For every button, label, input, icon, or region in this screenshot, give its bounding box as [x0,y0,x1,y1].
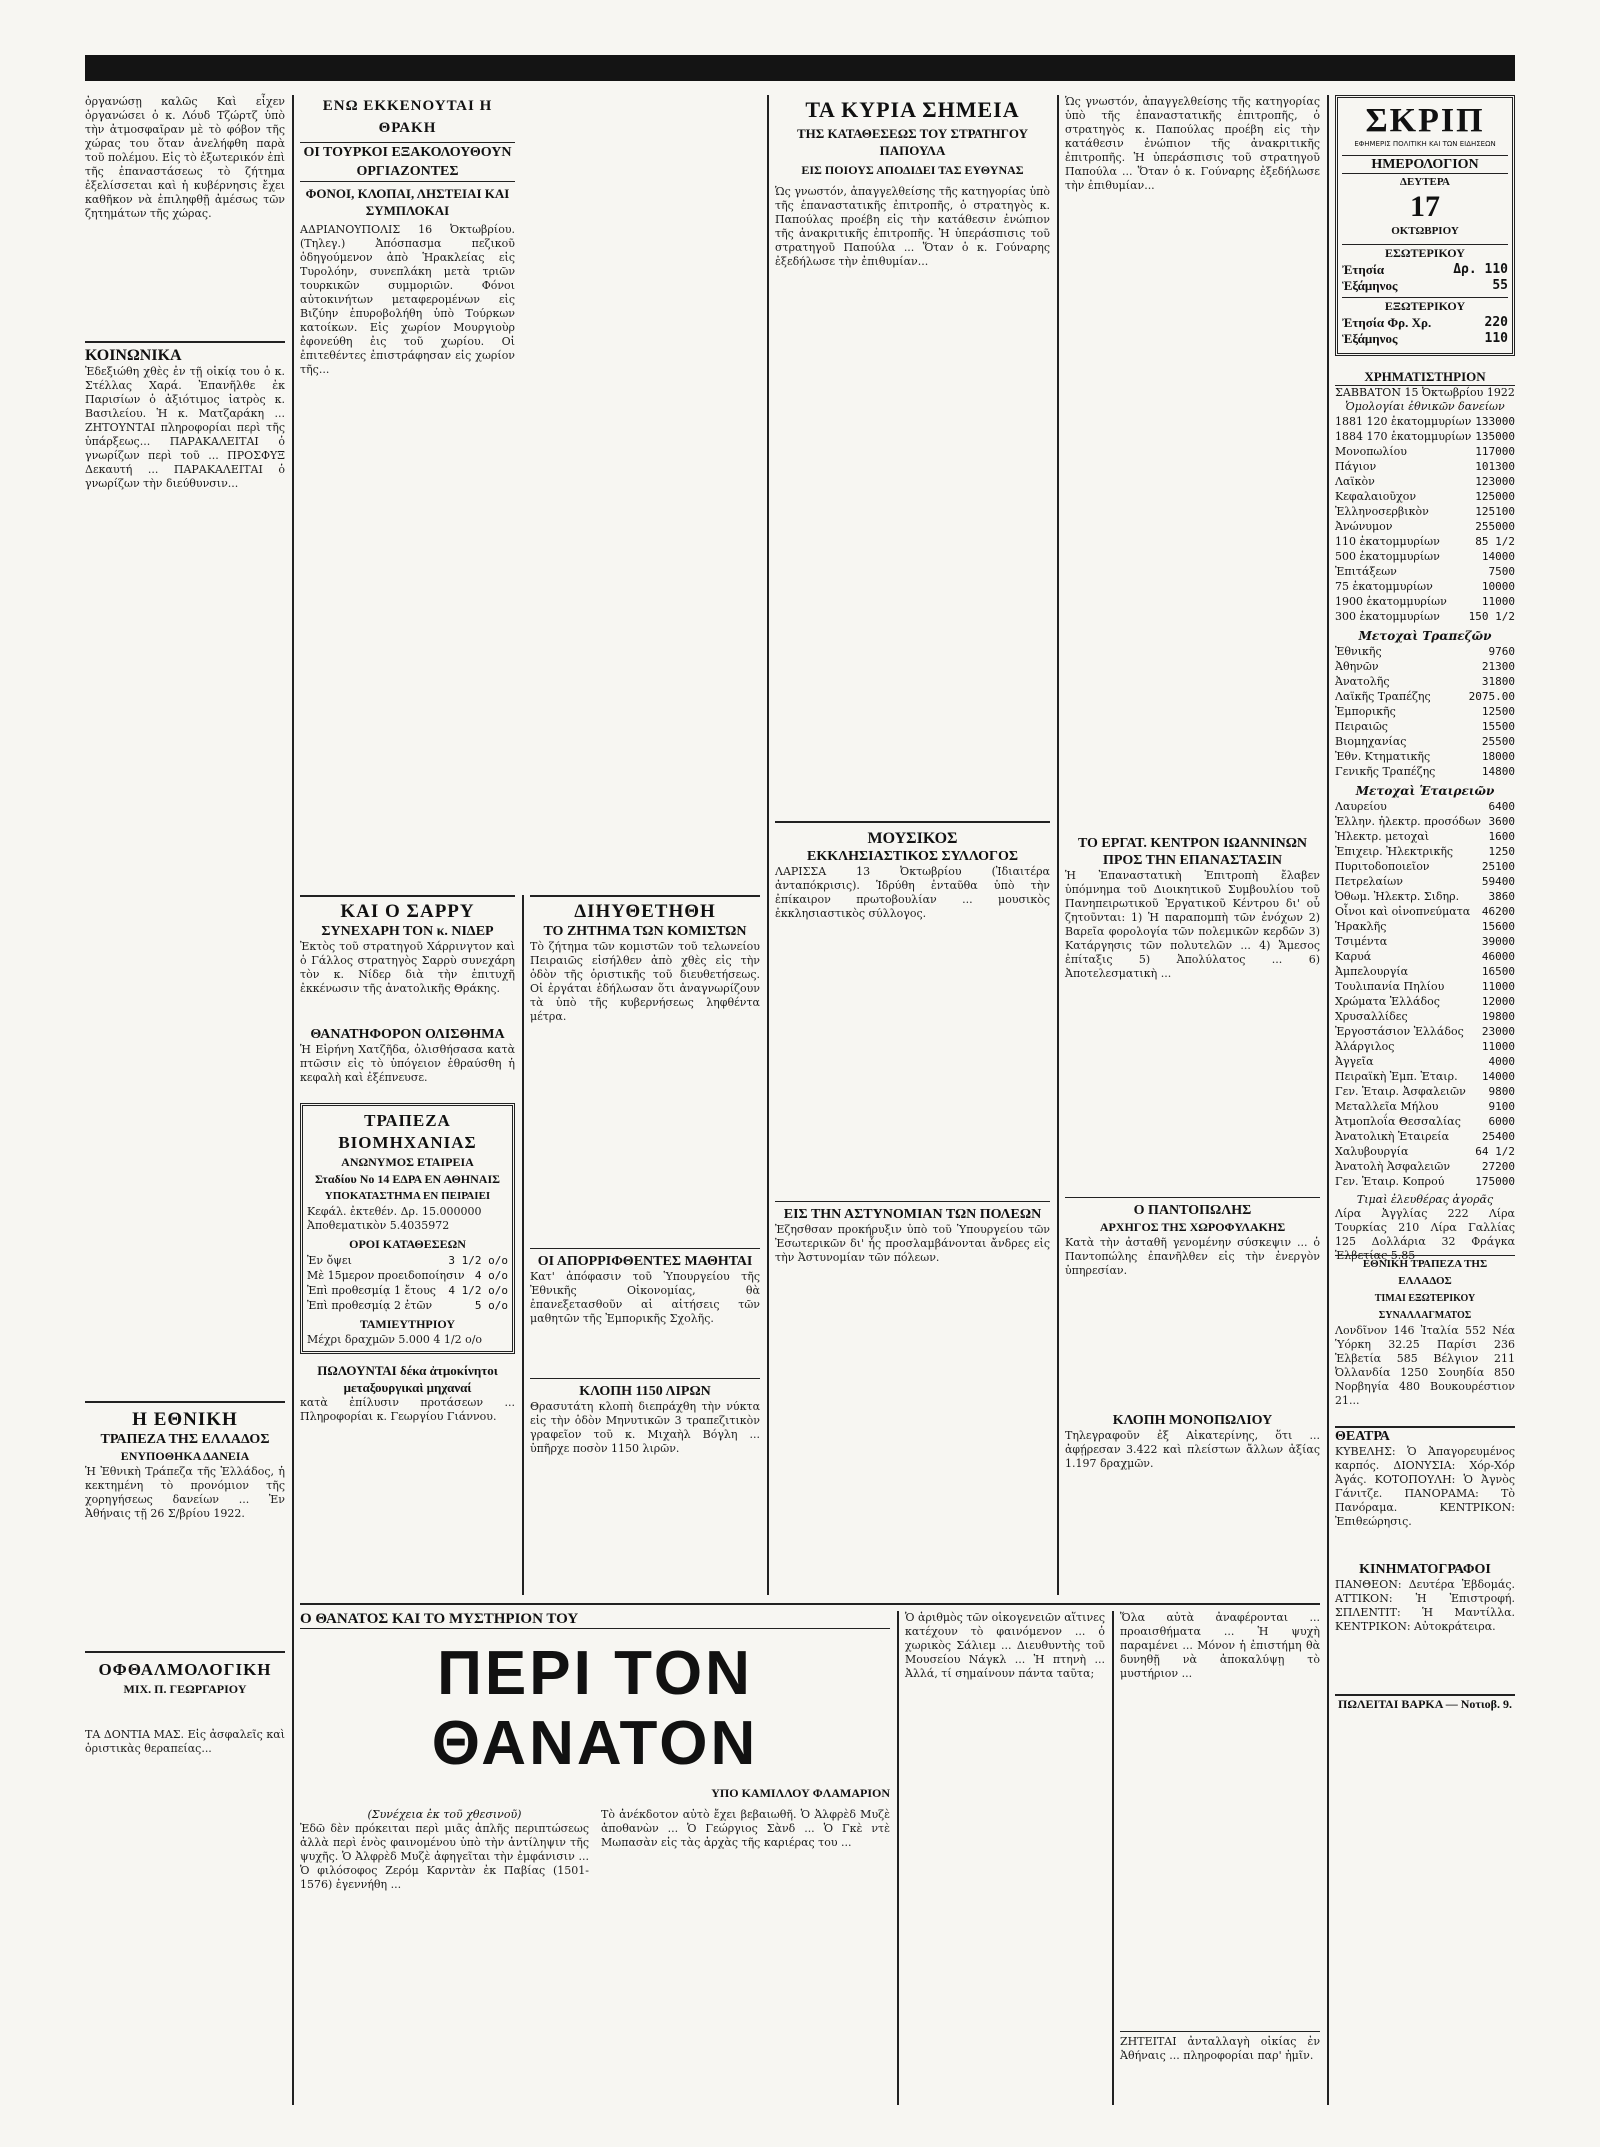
cinemas-heading: ΚΙΝΗΜΑΤΟΓΡΑΦΟΙ [1359,1562,1491,1577]
column-5 [775,95,1050,1595]
bond-row [1335,549,1515,564]
bond-row-value: 133000 [1475,415,1515,428]
bond-row-label: Κεφαλαιοῦχον [1335,490,1417,503]
company-share-row [1335,829,1515,844]
police-title: ΕΙΣ ΤΗΝ ΑΣΤΥΝΟΜΙΑΝ ΤΩΝ ΠΟΛΕΩΝ [775,1201,1050,1223]
company-share-row [1335,1099,1515,1114]
calendar-heading: ΗΜΕΡΟΛΟΓΙΟΝ [1342,155,1508,174]
bank-share-row-value: 25500 [1481,735,1515,748]
company-share-row [1335,1114,1515,1129]
industry-bank-title: ΤΡΑΠΕΖΑ ΒΙΟΜΗΧΑΝΙΑΣ [338,1111,477,1152]
company-share-row-label: Χαλυβουργία [1335,1145,1409,1158]
company-share-row-label: Ἡρακλῆς [1335,920,1387,933]
company-share-row-label: Ἀνατολὴ Ἀσφαλειῶν [1335,1160,1451,1173]
column-3 [300,895,515,1595]
company-share-row-value: 1600 [1488,830,1515,843]
bank-share-row-label: Πειραιῶς [1335,720,1388,733]
bond-row-value: 14000 [1481,550,1515,563]
bond-row-value: 150 1/2 [1468,610,1515,623]
column-rule [767,95,769,1595]
bond-row [1335,429,1515,444]
deposit-row: Ἐν ὄψει 3 1/2 ο/ο [307,1254,508,1267]
bank-share-row-label: Ἐθν. Κτηματικῆς [1335,750,1431,763]
company-share-row [1335,859,1515,874]
bank-share-row-value: 31800 [1481,675,1515,688]
company-share-row-value: 6000 [1488,1115,1515,1128]
column-rule [1057,95,1059,1595]
bond-row-label: 500 ἑκατομμυρίων [1335,550,1440,563]
fx-heading: ΕΘΝΙΚΗ ΤΡΑΠΕΖΑ ΤΗΣ ΕΛΛΑΔΟΣ [1335,1255,1515,1290]
company-share-row [1335,994,1515,1009]
bond-row-value: 10000 [1481,580,1515,593]
divider [530,895,760,897]
company-share-row-label: Τσιμέντα [1335,935,1388,948]
feature-text-2: Τὸ ἀνέκδοτον αὐτὸ ἔχει βεβαιωθῆ. Ὁ Ἀλφρὲδ Μυζὲ ἀποθανὼν ... Ὁ Γεώργιος Σὰνδ ... Ὁ Γκὲ ντὲ Μωπασὰν εἰς τὰς ἀρχὰς τῆς καριέρας του ... [601,1808,890,1849]
sarry-subtitle: ΣΥΝΕΧΑΡΗ ΤΟΝ κ. ΝΙΔΕΡ [321,924,494,939]
labour-subtitle: ΠΡΟΣ ΤΗΝ ΕΠΑΝΑΣΤΑΣΙΝ [1102,853,1283,868]
bond-row [1335,474,1515,489]
subscription-row: Ἐτησία Φρ. Χρ. 220 [1342,315,1508,330]
company-share-row-label: Ἠλεκτρ. μετοχαὶ [1335,830,1430,843]
theft-title: ΚΛΟΠΗ 1150 ΛΙΡΩΝ [530,1378,760,1400]
divider [775,821,1050,823]
column-6-top [1065,95,1320,825]
papoulas-subtitle: ΤΗΣ ΚΑΤΑΘΕΣΕΩΣ ΤΟΥ ΣΤΡΑΤΗΓΟΥ ΠΑΠΟΥΛΑ [796,126,1029,158]
divider [85,1651,285,1653]
theatres-heading: ΘΕΑΤΡΑ [1335,1426,1515,1445]
fx-subheading: ΤΙΜΑΙ ΕΞΩΤΕΡΙΚΟΥ ΣΥΝΑΛΛΑΓΜΑΤΟΣ [1374,1293,1476,1321]
thrace-subtitle: ΦΟΝΟΙ, ΚΛΟΠΑΙ, ΛΗΣΤΕΙΑΙ ΚΑΙ ΣΥΜΠΛΟΚΑΙ [305,186,510,218]
bank-heading: Η ΕΘΝΙΚΗ [132,1409,238,1430]
subscription-row: Ἑξάμηνος 110 [1342,331,1508,346]
company-share-row-value: 59400 [1481,875,1515,888]
company-share-row-value: 23000 [1481,1025,1515,1038]
bank-share-row-value: 2075.00 [1468,690,1515,703]
feature-kicker: Ο ΘΑΝΑΤΟΣ ΚΑΙ ΤΟ ΜΥΣΤΗΡΙΟΝ ΤΟΥ [300,1611,890,1629]
column-4 [530,895,760,1595]
papoulas-subtitle-2: ΕΙΣ ΠΟΙΟΥΣ ΑΠΟΔΙΔΕΙ ΤΑΣ ΕΥΘΥΝΑΣ [801,163,1024,177]
company-share-row-label: Πυριτοδοποιεῖον [1335,860,1430,873]
porters-subtitle: ΤΟ ΖΗΤΗΜΑ ΤΩΝ ΚΟΜΙΣΤΩΝ [543,924,747,939]
bond-row-value: 85 1/2 [1475,535,1515,548]
company-share-row-label: Ἐργοστάσιον Ἑλλάδος [1335,1025,1464,1038]
company-share-row-value: 6400 [1488,800,1515,813]
theatres-text: ΚΥΒΕΛΗΣ: Ὁ Ἀπαγορευμένος καρπός. ΔΙΟΝΥΣΙΑ: Χόρ-Χόρ Ἀγάς. ΚΟΤΟΠΟΥΛΗ: Ὁ Ἀγνὸς Γάνιτζε. ΠΑΝΟΡΑΜΑ: Τὸ Πανόραμα. ΚΕΝΤΡΙΚΟΝ: Ἐπιθεώρησις. [1335,1445,1515,1528]
thrace-banner: ΕΝΩ ΕΚΚΕΝΟΥΤΑΙ Η ΘΡΑΚΗ [322,98,493,136]
theft-text: Θρασυτάτη κλοπὴ διεπράχθη τὴν νύκτα εἰς τὴν ὁδὸν Μηνυτικῶν 3 τραπεζιτικὸν γραφεῖον τοῦ κ. Μιχαὴλ Βόγλη ... ὑπῆρχε ποσὸν 1150 λιρῶν. [530,1400,760,1455]
feature-columns [300,1808,890,2112]
company-share-row-label: Ἐπιχειρ. Ἠλεκτρικῆς [1335,845,1454,858]
company-share-row [1335,814,1515,829]
bank-subheading-2: ΕΝΥΠΟΘΗΚΑ ΔΑΝΕΙΑ [120,1449,250,1463]
thrace-text: ΑΔΡΙΑΝΟΥΠΟΛΙΣ 16 Ὀκτωβρίου. (Τηλεγ.) Ἀπόσπασμα πεζικοῦ ὁδηγούμενον ἀπὸ Ἡρακλείας εἰς Τυρολόην, συνεπλάκη μετὰ τριῶν τουρκικῶν συμμοριῶν. Φόνοι αὐτοκινήτων μεταφερομένων εἰς Βιζύην ἐπυροβολήθη ὑπὸ Τούρκων κατοίκων. Εἰς χωρίον Μουργιοὺρ ἐφονεύθη ἐις τοῦ χωρίου. Οἱ ἐπιτεθέντες ἐπιστράφησαν εἰς χωρίον τῆς... [300,223,515,376]
bank-share-row-value: 9760 [1488,645,1515,658]
company-share-row [1335,1129,1515,1144]
students-text: Κατ' ἀπόφασιν τοῦ Ὑπουργείου τῆς Ἐθνικῆς Οἰκονομίας, θὰ ἐπανεξετασθοῦν αἱ αἰτήσεις τῶν μαθητῶν τῆς Ἐμπορικῆς Σχολῆς. [530,1270,760,1325]
company-share-row [1335,919,1515,934]
bond-row-value: 135000 [1475,430,1515,443]
monopoly-theft-text: Τηλεγραφοῦν ἐξ Αἰκατερίνης, ὅτι ... ἀφῄρεσαν 3.422 καὶ πλείστων ἄλλων ἀξίας 1.197 δραχμῶν. [1065,1429,1320,1470]
deposit-terms-list [307,1253,508,1313]
monopoly-theft-title: ΚΛΟΠΗ ΜΟΝΟΠΩΛΙΟΥ [1112,1413,1273,1428]
sale-heading: ΠΩΛΟΥΝΤΑΙ δέκα ἀτμοκίνητοι μεταξουργικαὶ μηχαναί [317,1363,498,1395]
pantopolis-title: Ο ΠΑΝΤΟΠΩΛΗΣ [1065,1197,1320,1219]
company-share-row [1335,889,1515,904]
exchange-subheading: Ὁμολογίαι ἐθνικῶν δανείων [1345,400,1505,413]
company-share-row-label: Ἀνατολικὴ Ἑταιρεία [1335,1130,1450,1143]
footer-notes: ΤΑ ΔΟΝΤΙΑ ΜΑΣ. Εἰς ἀσφαλεῖς καὶ ὁριστικὰς θεραπείας... [85,1728,285,1755]
company-share-row-label: Ἀλάργιλος [1335,1040,1395,1053]
bank-share-row [1335,659,1515,674]
bond-row-label: 1900 ἑκατομμυρίων [1335,595,1447,608]
subscription-row: Ἑξάμηνος 55 [1342,278,1508,293]
bank-share-row [1335,674,1515,689]
bond-row-label: 110 ἑκατομμυρίων [1335,535,1440,548]
bond-row-label: 1881 120 ἑκατομμυρίων [1335,415,1472,428]
papoulas-continued: Ὡς γνωστόν, ἀπαγγελθείσης τῆς κατηγορίας ὑπὸ τῆς ἐπαναστατικῆς ἐπιτροπῆς, ὁ στρατηγὸς κ. Παπούλας προέβη εἰς τὴν κατάθεσιν ἐνώπιον τῆς ἀνακριτικῆς ἐπιτροπῆς. Ἡ ὑπεράσπισις τοῦ στρατηγοῦ Παπούλα ... Ὅταν ὁ κ. Γούναρης ἐξεδήλωσε τὴν ἐπιθυμίαν... [1065,95,1320,192]
company-share-row-label: Πετρελαίων [1335,875,1403,888]
sarry-title: ΚΑΙ Ο ΣΑΡΡΥ [340,901,475,922]
subscription-row: Ἐτησία Δρ. 110 [1342,262,1508,277]
company-share-row-label: Ἀμπελουργία [1335,965,1409,978]
company-share-row-value: 12000 [1481,995,1515,1008]
boat-ad: ΠΩΛΕΙΤΑΙ ΒΑΡΚΑ — Νοτιοβ. 9. [1335,1694,1515,1713]
feature-text-3: Ὁ ἀριθμὸς τῶν οἰκογενειῶν αἵτινες κατέχουν τὸ φαινόμενον ... ὁ χωρικὸς Σάλιεμ ... Διευθυντὴς τοῦ Μουσείου Νάγκλ ... Ἡ πτηνὴ ... Ἀλλά, τί σημαίνουν πάντα ταῦτα; [905,1611,1105,1680]
bond-row-label: 300 ἑκατομμυρίων [1335,610,1440,623]
deposit-row: Μὲ 15μερον προειδοποίησιν 4 ο/ο [307,1269,508,1282]
bond-row-label: Πάγιον [1335,460,1377,473]
bank-share-row-label: Λαϊκῆς Τραπέζης [1335,690,1431,703]
bond-row-label: 75 ἑκατομμυρίων [1335,580,1433,593]
feature-top-rule [300,1603,1320,1605]
feature-col-c [905,1611,1105,2105]
company-share-row [1335,1054,1515,1069]
column-6 [1065,835,1320,1595]
company-share-row-value: 3860 [1488,890,1515,903]
sarry-text: Ἐκτὸς τοῦ στρατηγοῦ Χάρρινγτον καὶ ὁ Γάλλος στρατηγὸς Σαρρὺ συνεχάρη τὸν κ. Νίδερ διὰ τὴν ἐπιτυχῆ ἐκκένωσιν τῆς ἀνατολικῆς Θράκης. [300,940,515,995]
company-share-row [1335,1009,1515,1024]
company-share-row-value: 39000 [1481,935,1515,948]
feature-text-4: Ὅλα αὐτὰ ἀναφέρονται ... προαισθήματα ... Ἡ ψυχὴ παραμένει ... Μόνον ἡ ἐπιστήμη θὰ δυνηθῇ νὰ ἀποκαλύψῃ τὸ μυστήριον ... [1120,1611,1320,1680]
bank-share-row [1335,644,1515,659]
pantopolis-text: Κατὰ τὴν ἀσταθῆ γενομένην σύσκεψιν ... ὁ Παντοπώλης ἐπανῆλθεν εἰς τὴν ἐνεργὸν ὑπηρεσίαν. [1065,1236,1320,1277]
column-rule [897,1611,899,2105]
death-title: ΘΑΝΑΤΗΦΟΡΟΝ ΟΛΙΣΘΗΜΑ [310,1027,505,1042]
bond-row-label: Ἐπιτάξεων [1335,565,1397,578]
company-share-row-value: 46000 [1481,950,1515,963]
company-share-row-label: Τουλιπανία Πηλίου [1335,980,1445,993]
calendar-weekday: ΔΕΥΤΕΡΑ [1400,176,1450,188]
bank-share-row-label: Ἐθνικῆς [1335,645,1382,658]
company-share-row-value: 46200 [1481,905,1515,918]
bank-share-row [1335,749,1515,764]
industry-bank-address: Σταδίου No 14 ΕΔΡΑ ΕΝ ΑΘΗΝΑΙΣ [315,1172,500,1186]
company-share-row-value: 19800 [1481,1010,1515,1023]
divider [300,895,515,897]
company-share-row-value: 14000 [1481,1070,1515,1083]
masthead-box [1335,95,1515,356]
fx-text: Λονδῖνον 146 Ἰταλία 552 Νέα Ὑόρκη 32.25 Παρίσι 236 Ἑλβετία 585 Βέλγιον 211 Ὀλλανδία 1250 Σουηδία 850 Νορβηγία 480 Βουκουρέστιον 21... [1335,1324,1515,1407]
company-share-row-label: Οἶνοι καὶ οἰνοπνεύματα [1335,905,1471,918]
bank-text: Ἡ Ἐθνικὴ Τράπεζα τῆς Ἑλλάδος, ἡ κεκτημένη τὸ προνόμιον τῆς χορηγήσεως δανείων ... Ἐν Ἀθήναις τῇ 26 Σ/βρίου 1922. [85,1465,285,1520]
eye-doctor-heading: ΟΦΘΑΛΜΟΛΟΓΙΚΗ [98,1660,272,1679]
bank-share-row-value: 18000 [1481,750,1515,763]
bond-row-value: 117000 [1475,445,1515,458]
bond-row-value: 101300 [1475,460,1515,473]
company-share-row [1335,1024,1515,1039]
company-share-row [1335,979,1515,994]
company-share-row [1335,1144,1515,1159]
industry-bank-ad [300,1103,515,1354]
bond-row [1335,594,1515,609]
thrace-title: ΟΙ ΤΟΥΡΚΟΙ ΕΞΑΚΟΛΟΥΘΟΥΝ ΟΡΓΙΑΖΟΝΤΕΣ [300,142,515,182]
deposit-row: Ἐπὶ προθεσμίᾳ 1 ἔτους 4 1/2 ο/ο [307,1284,508,1297]
bank-share-row-value: 12500 [1481,705,1515,718]
bond-row-label: Ἐλληνοσερβικὸν [1335,505,1429,518]
bonds-list [1335,414,1515,624]
bank-share-row-value: 14800 [1481,765,1515,778]
bank-share-row [1335,689,1515,704]
calendar-month: ΟΚΤΩΒΡΙΟΥ [1391,225,1459,237]
music-text: ΛΑΡΙΣΣΑ 13 Ὀκτωβρίου (Ἰδιαιτέρα ἀνταπόκρισις). Ἱδρύθη ἐνταῦθα ὑπὸ τὴν ἐπίκαιρον πρωτοβουλίαν ... μουσικὸς ἐκκλησιαστικὸς σύλλογος. [775,865,1050,920]
bond-row [1335,579,1515,594]
bond-row-label: 1884 170 ἑκατομμυρίων [1335,430,1472,443]
porters-text: Τὸ ζήτημα τῶν κομιστῶν τοῦ τελωνείου Πειραιῶς εἰσήλθεν ἀπὸ χθὲς εἰς τὴν ὁδὸν τῆς ὁριστικῆς τοῦ διευθετήσεως. Οἱ ἐργάται ἐδήλωσαν ὅτι ἀναγνωρίζουν τὰ ὑπὸ τῆς κυβερνήσεως ληφθέντα μέτρα. [530,940,760,1023]
company-share-row [1335,904,1515,919]
bank-share-row [1335,704,1515,719]
company-share-row-value: 16500 [1481,965,1515,978]
bond-row-value: 123000 [1475,475,1515,488]
company-share-row [1335,1039,1515,1054]
company-shares-heading: Μετοχαὶ Ἑταιρειῶν [1355,784,1495,798]
company-share-row-value: 1250 [1488,845,1515,858]
bank-subheading: ΤΡΑΠΕΖΑ ΤΗΣ ΕΛΛΑΔΟΣ [100,1432,270,1447]
paper-name: ΣΚΡΙΠ [1365,102,1485,139]
masthead-rule [85,55,1515,81]
savings-row: Μέχρι δραχμῶν 5.000 4 1/2 ο/ο [307,1333,483,1346]
company-share-row-value: 25400 [1481,1130,1515,1143]
labour-text: Ἡ Ἐπαναστατικὴ Ἐπιτροπὴ ἔλαβεν ὑπόμνημα τοῦ Διοικητικοῦ Συμβουλίου τοῦ Πανηπειρωτικοῦ Ἐργατικοῦ Κέντρου δι' οὗ ζητοῦνται: 1) Ἡ παραπομπὴ τῶν ἐνόχων 2) Βαρεῖα φορολογία τῶν πολεμικῶν κερδῶν 3) Κατάργησις τῶν πολυτελῶν ... 4) Ἄμεσος ἐπίταξις 5) Ἀπολύλατος ... 6) Ἀποτελεσματικὴ ... [1065,869,1320,980]
gold-text: Λίρα Ἀγγλίας 222 Λίρα Τουρκίας 210 Λίρα Γαλλίας 125 Δολλάρια 32 Φράγκα Ἑλβετίας 5.85 [1335,1207,1515,1262]
bond-row [1335,519,1515,534]
eye-doctor-name: ΜΙΧ. Π. ΓΕΩΡΓΑΡΙΟΥ [123,1682,247,1696]
bond-row [1335,444,1515,459]
bond-row-label: Ἀνώνυμον [1335,520,1393,533]
feature-title: ΠΕΡΙ ΤΟΝ ΘΑΝΑΤΟΝ [431,1639,759,1778]
column-rule [1327,95,1329,2105]
bond-row [1335,489,1515,504]
industry-bank-reserve: Ἀποθεματικὸν 5.4035972 [307,1219,450,1232]
industry-bank-capital: Κεφάλ. ἐκτεθέν. Δρ. 15.000000 [307,1205,482,1218]
column-rule [292,95,294,2105]
company-share-row-value: 27200 [1481,1160,1515,1173]
column-1 [85,95,285,2105]
bond-row-value: 255000 [1475,520,1515,533]
papoulas-title: ΤΑ ΚΥΡΙΑ ΣΗΜΕΙΑ [805,97,1020,122]
company-share-row [1335,1159,1515,1174]
company-share-row-label: Ἑλλην. ἠλεκτρ. προσόδων [1335,815,1481,828]
feature-article [300,1611,890,2111]
company-share-row [1335,799,1515,814]
koinonika-heading: ΚΟΙΝΩΝΙΚΑ [85,341,285,365]
company-share-row-value: 15600 [1481,920,1515,933]
company-share-row-label: Ἀτμοπλοΐα Θεσσαλίας [1335,1115,1461,1128]
bank-share-row-value: 15500 [1481,720,1515,733]
paper-tagline: ΕΦΗΜΕΡΙΣ ΠΟΛΙΤΙΚΗ ΚΑΙ ΤΩΝ ΕΙΔΗΣΕΩΝ [1354,140,1496,148]
feature-text-1: Ἐδῶ δὲν πρόκειται περὶ μιᾶς ἁπλῆς περιπτώσεως ἀλλὰ περὶ ἑνὸς φαινομένου ὑπὸ τὴν ἀντίληψιν τῆς ψυχῆς. Ὁ Ἀλφρὲδ Μυζὲ ἀφηγεῖται τὴν ἐμφάνισιν ... Ὁ φιλόσοφος Ζερόμ Καρντὰν ἐκ Παβίας (1501-1576) ἐγεννήθη ... [300,1822,589,1891]
bond-row-value: 125100 [1475,505,1515,518]
bank-share-row-label: Γενικῆς Τραπέζης [1335,765,1436,778]
company-share-row [1335,874,1515,889]
column-rule [522,895,524,1595]
bank-shares-heading: Μετοχαὶ Τραπεζῶν [1358,629,1492,643]
company-share-row-label: Χρυσαλλίδες [1335,1010,1408,1023]
gold-heading: Τιμαὶ ἐλευθέρας ἀγορᾶς [1356,1193,1494,1206]
bond-row-label: Μονοπωλίου [1335,445,1407,458]
calendar-day: 17 [1410,190,1440,223]
labour-title: ΤΟ ΕΡΓΑΤ. ΚΕΝΤΡΟΝ ΙΩΑΝΝΙΝΩΝ [1077,836,1308,851]
company-share-row-value: 64 1/2 [1475,1145,1515,1158]
bond-row-label: Λαϊκὸν [1335,475,1375,488]
bond-row [1335,534,1515,549]
subscription-foreign-heading: ΕΞΩΤΕΡΙΚΟΥ [1342,297,1508,315]
feature-byline: ΥΠΟ ΚΑΜΙΛΛΟΥ ΦΛΑΜΑΡΙΟΝ [711,1786,890,1800]
students-title: ΟΙ ΑΠΟΡΡΙΦΘΕΝΤΕΣ ΜΑΘΗΤΑΙ [530,1248,760,1270]
industry-bank-sub: ΑΝΩΝΥΜΟΣ ΕΤΑΙΡΕΙΑ [341,1155,474,1169]
company-share-row-label: Πειραϊκὴ Ἐμπ. Ἑταιρ. [1335,1070,1458,1083]
company-share-row-label: Γεν. Ἑταιρ. Κοπρού [1335,1175,1445,1188]
company-share-row [1335,1174,1515,1189]
sale-text: κατὰ ἐπίλυσιν προτάσεων ... Πληροφορίαι κ. Γεωργίου Γιάννου. [300,1396,515,1423]
feature-col-d [1120,1611,1320,2105]
deposit-terms-heading: ΟΡΟΙ ΚΑΤΑΘΕΣΕΩΝ [349,1237,466,1251]
bank-share-row [1335,719,1515,734]
company-shares-list [1335,799,1515,1189]
wanted-ad: ΖΗΤΕΙΤΑΙ ἀνταλλαγὴ οἰκίας ἐν Ἀθήναις ... πληροφορίαι παρ' ἡμῖν. [1120,2031,1320,2095]
bond-row [1335,609,1515,624]
bond-row-value: 125000 [1475,490,1515,503]
bond-row-value: 11000 [1481,595,1515,608]
deposit-row: Ἐπὶ προθεσμίᾳ 2 ἐτῶν 5 ο/ο [307,1299,508,1312]
porters-title: ΔΙΗΥΘΕΤΗΘΗ [574,901,716,922]
column-rule [1112,1611,1114,2105]
police-text: Ἐζησθσαν προκήρυξιν ὑπὸ τοῦ Ὑπουργείου τῶν Ἐσωτερικῶν δι' ἧς προσλαμβάνονται ἄνδρες εἰς τὴν Ἀστυνομίαν τῶν πόλεων. [775,1223,1050,1264]
bank-share-row-label: Ἐμπορικῆς [1335,705,1396,718]
feature-col-a [300,1808,589,2112]
company-share-row-label: Ἀγγεῖα [1335,1055,1374,1068]
company-share-row [1335,1084,1515,1099]
col1-intro: ὀργανώσῃ καλῶς Καὶ εἶχεν ὀργανώσει ὁ κ. Λόυδ Τζώρτζ ὑπὸ τὴν ἀτμοσφαῖραν μὲ τὸ φόβον τῆς χώρας του ὅταν ἀνελήφθη παρὰ τοῦ πολέμου. Εἰς τὸ ἐξωτερικόν ἐπὶ τῆς ἐπαναστάσεως τὸ ζήτημα ἐξελίσσεται καὶ ἡ κυβέρνησις ἔχει καθῆκον νὰ ἐπιληφθῇ ἀμέσως τῶν ζητημάτων τῆς χώρας. [85,95,285,220]
company-share-row-label: Μεταλλεῖα Μήλου [1335,1100,1439,1113]
company-share-row-label: Λαυρείου [1335,800,1387,813]
music-title: ΜΟΥΣΙΚΟΣ [867,830,958,847]
bond-row-value: 7500 [1488,565,1515,578]
divider [85,1401,285,1403]
pantopolis-subtitle: ΑΡΧΗΓΟΣ ΤΗΣ ΧΩΡΟΦΥΛΑΚΗΣ [1099,1220,1286,1234]
cinemas-text: ΠΑΝΘΕΟΝ: Δευτέρα Ἑβδομάς. ΑΤΤΙΚΟΝ: Ἡ Ἐπιστροφή. ΣΠΛΕΝΤΙΤ: Ἡ Μαντίλλα. ΚΕΝΤΡΙΚΟΝ: Αὐτοκράτειρα. [1335,1578,1515,1633]
bank-share-row-label: Ἀθηνῶν [1335,660,1379,673]
bank-share-row-label: Ἀνατολῆς [1335,675,1390,688]
exchange-heading: ΧΡΗΜΑΤΙΣΤΗΡΙΟΝ [1335,368,1515,386]
company-share-row-value: 4000 [1488,1055,1515,1068]
company-share-row-value: 11000 [1481,980,1515,993]
company-share-row-value: 9100 [1488,1100,1515,1113]
death-text: Ἡ Εἰρήνη Χατζῆδα, ὀλισθήσασα κατὰ πτῶσιν εἰς τὸ ὑπόγειον ἐθραύσθη ἡ κεφαλὴ καὶ ἐξέπνευσε. [300,1043,515,1084]
bank-share-row [1335,734,1515,749]
bank-shares-list [1335,644,1515,779]
company-share-row-value: 9800 [1488,1085,1515,1098]
newspaper-page [85,55,1515,2115]
bank-share-row-value: 21300 [1481,660,1515,673]
company-share-row-value: 3600 [1488,815,1515,828]
company-share-row [1335,964,1515,979]
bond-row [1335,504,1515,519]
company-share-row-value: 11000 [1481,1040,1515,1053]
savings-heading: ΤΑΜΙΕΥΤΗΡΙΟΥ [359,1317,456,1331]
bond-row [1335,459,1515,474]
industry-bank-branch: ΥΠΟΚΑΤΑΣΤΗΜΑ ΕΝ ΠΕΙΡΑΙΕΙ [324,1190,491,1202]
company-share-row-label: Γεν. Ἑταιρ. Ἀσφαλειῶν [1335,1085,1466,1098]
company-share-row [1335,934,1515,949]
company-share-row-value: 175000 [1475,1175,1515,1188]
feature-continued: (Συνέχεια ἐκ τοῦ χθεσινοῦ) [367,1808,522,1821]
bank-share-row-label: Βιομηχανίας [1335,735,1407,748]
company-share-row [1335,844,1515,859]
bond-row [1335,564,1515,579]
bond-row [1335,414,1515,429]
sidebar [1335,95,1515,2105]
music-subtitle: ΕΚΚΛΗΣΙΑΣΤΙΚΟΣ ΣΥΛΛΟΓΟΣ [806,849,1018,864]
company-share-row-label: Καρυά [1335,950,1372,963]
feature-col-b [601,1808,890,2112]
company-share-row [1335,1069,1515,1084]
company-share-row-value: 25100 [1481,860,1515,873]
company-share-row [1335,949,1515,964]
koinonika-text: Ἐδεξιώθη χθὲς ἐν τῇ οἰκίᾳ του ὁ κ. Στέλλας Χαρά. Ἐπανῆλθε ἐκ Παρισίων ὁ ἀξιότιμος ἰατρὸς κ. Βασιλείου. Ἡ κ. Ματζαράκη ... ΖΗΤΟΥΝΤΑΙ πληροφορίαι περὶ τῆς ὑπάρξεως... ΠΑΡΑΚΑΛΕΙΤΑΙ ὁ γνωρίζων περὶ τοῦ ... ΠΡΟΣΦΥΞ Δεκαυτή ... ΠΑΡΑΚΑΛΕΙΤΑΙ ὁ γνωρίζων τὴν διεύθυνσιν... [85,365,285,490]
papoulas-text: Ὡς γνωστόν, ἀπαγγελθείσης τῆς κατηγορίας ὑπὸ τῆς ἐπαναστατικῆς ἐπιτροπῆς, ὁ στρατηγὸς κ. Παπούλας προέβη εἰς τὴν κατάθεσιν ἐνώπιον τῆς ἀνακριτικῆς ἐπιτροπῆς. Ἡ ὑπεράσπισις τοῦ στρατηγοῦ Παπούλα ... Ὅταν ὁ κ. Γούναρης ἐξεδήλωσε τὴν ἐπιθυμίαν... [775,185,1050,268]
exchange-date: ΣΑΒΒΑΤΟΝ 15 Ὀκτωβρίου 1922 [1335,386,1515,399]
company-share-row-label: Ὀθωμ. Ἠλεκτρ. Σιδηρ. [1335,890,1460,903]
subscription-domestic-heading: ΕΣΩΤΕΡΙΚΟΥ [1342,244,1508,262]
bank-share-row [1335,764,1515,779]
company-share-row-label: Χρώματα Ἑλλάδος [1335,995,1440,1008]
